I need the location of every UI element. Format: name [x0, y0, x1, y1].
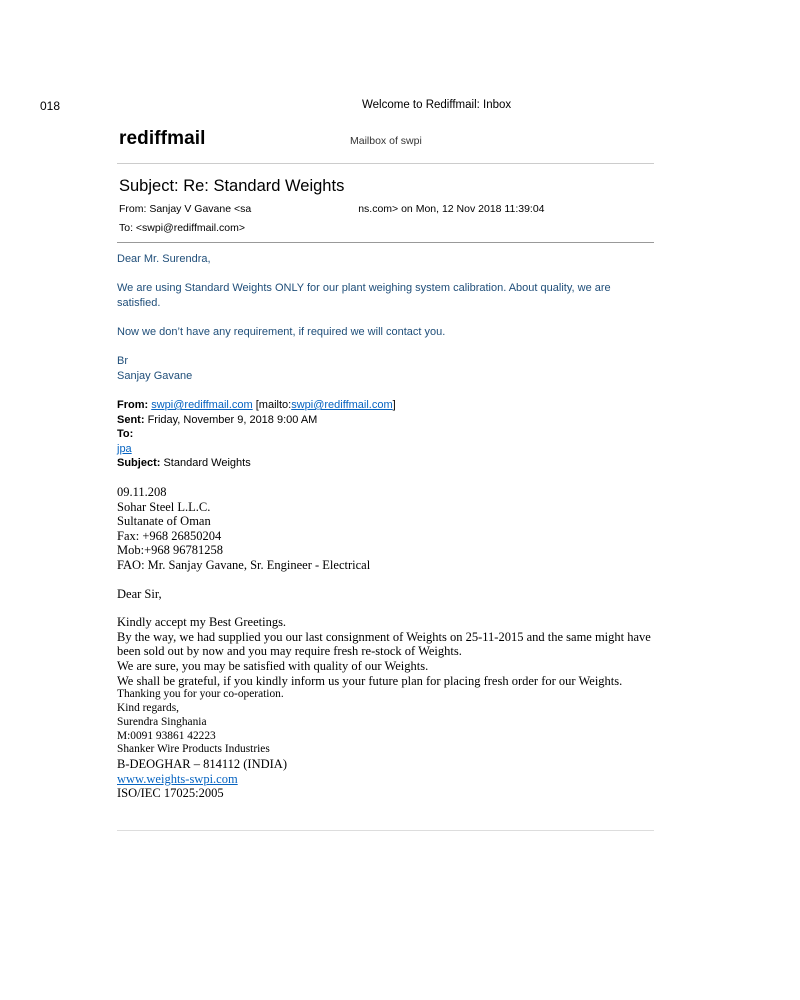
quoted-to: [117, 427, 637, 442]
divider: [117, 163, 654, 164]
website-link[interactable]: www.weights-swpi.com: [117, 771, 238, 786]
letter-date: 09.11.208: [117, 485, 167, 499]
from-email-link[interactable]: swpi@rediffmail.com: [151, 399, 253, 411]
mailto-prefix: [mailto:: [255, 399, 292, 411]
reply-greeting: Dear Mr. Surendra,: [117, 253, 211, 265]
sent-label: Sent:: [117, 413, 145, 426]
mailbox-label: Mailbox of swpi: [350, 135, 422, 147]
body-line-2: By the way, we had supplied you our last consignment of Weights on 25-11-2015 and the same might have been sold out by now and you may require fresh re-stock of Weights.: [117, 629, 651, 659]
original-message: [117, 485, 657, 801]
thanks-line: Thanking you for your co-operation.: [117, 688, 284, 701]
rediffmail-logo: rediffmail: [119, 128, 206, 149]
quoted-from: [117, 398, 637, 413]
mailto-suffix: ]: [392, 399, 396, 411]
sender-name: Surendra Singhania: [117, 715, 207, 728]
reply-paragraph-1: We are using Standard Weights ONLY for our plant weighing system calibration. About quality, we are satisfied.: [117, 282, 611, 309]
from-suffix: ns.com> on Mon, 12 Nov 2018 11:39:04: [358, 203, 545, 215]
spacer: [117, 601, 657, 615]
quoted-subject: [117, 456, 637, 471]
reply-signature: Sanjay Gavane: [117, 370, 193, 382]
regards-line: Kind regards,: [117, 701, 179, 714]
reply-paragraph-2: Now we don’t have any requirement, if required we will contact you.: [117, 326, 446, 338]
divider: [117, 830, 654, 831]
body-line-3: We are sure, you may be satisfied with quality of our Weights.: [117, 658, 429, 673]
sender-firm: Shanker Wire Products Industries: [117, 743, 270, 756]
recipient-fax: Fax: +968 26850204: [117, 528, 222, 543]
reply-closing: Br: [117, 355, 128, 367]
recipient-fao: FAO: Mr. Sanjay Gavane, Sr. Engineer - Electrical: [117, 557, 371, 572]
subject-value: Standard Weights: [163, 457, 251, 470]
iso-certification: ISO/IEC 17025:2005: [117, 786, 224, 801]
quoted-to-value: [117, 442, 637, 457]
body-line-4: We shall be grateful, if you kindly inform us your future plan for placing fresh order for our Weights.: [117, 673, 623, 688]
body-line-1: Kindly accept my Best Greetings.: [117, 615, 287, 630]
quoted-header: [117, 398, 637, 471]
sent-value: Friday, November 9, 2018 9:00 AM: [147, 413, 318, 426]
from-prefix: From: Sanjay V Gavane <sa: [119, 203, 252, 215]
recipient-mobile: Mob:+968 96781258: [117, 543, 224, 558]
divider: [117, 242, 654, 243]
sender-mobile: M:0091 93861 42223: [117, 729, 216, 742]
page-title: Welcome to Rediffmail: Inbox: [362, 99, 512, 111]
from-label: From:: [117, 399, 149, 411]
message-subject: Subject: Re: Standard Weights: [119, 177, 345, 195]
message-to: To: <swpi@rediffmail.com>: [119, 222, 246, 234]
subject-label: Subject:: [117, 457, 161, 470]
mailto-email-link[interactable]: swpi@rediffmail.com: [291, 399, 393, 411]
salutation: Dear Sir,: [117, 586, 162, 601]
to-label: To:: [117, 428, 134, 441]
quoted-sent: [117, 413, 637, 428]
sender-address: B-DEOGHAR – 814112 (INDIA): [117, 757, 288, 772]
message-from: [119, 203, 545, 215]
to-recipient-link[interactable]: jpa: [117, 442, 132, 455]
print-date: 018: [40, 99, 61, 113]
spacer: [117, 573, 657, 587]
recipient-company: Sohar Steel L.L.C.: [117, 499, 211, 514]
recipient-country: Sultanate of Oman: [117, 514, 211, 529]
